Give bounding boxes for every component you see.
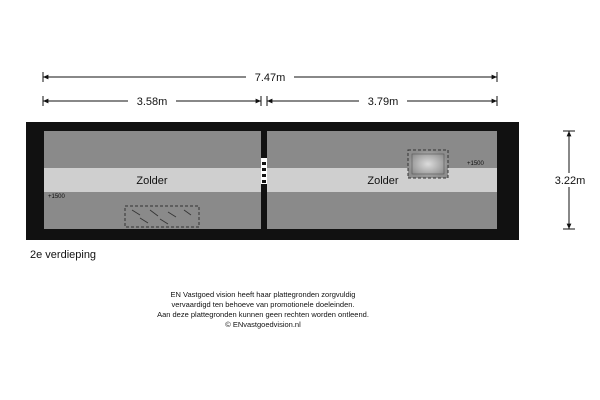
right-width-label: 3.79m xyxy=(367,96,399,108)
separating-wall xyxy=(261,131,267,229)
depth-label: 3.22m xyxy=(554,175,586,187)
depth-dimension xyxy=(546,131,594,229)
room-left-name: Zolder xyxy=(136,175,168,187)
skylight-icon xyxy=(408,150,448,178)
left-width-label: 3.58m xyxy=(136,96,168,108)
floor-label: 2e verdieping xyxy=(30,249,97,261)
disclaimer-line-3: Aan deze plattegronden kunnen geen rechten worden ontleend. xyxy=(157,310,369,319)
room-right-height-mark: +1500 xyxy=(467,161,484,167)
disclaimer xyxy=(0,290,526,330)
right-width-dimension xyxy=(267,94,497,108)
room-right-name: Zolder xyxy=(367,175,399,187)
disclaimer-line-4: © ENvastgoedvision.nl xyxy=(225,320,301,329)
total-width-dimension xyxy=(43,70,497,84)
room-left xyxy=(44,131,261,229)
disclaimer-line-1: EN Vastgoed vision heeft haar plattegronden zorgvuldig xyxy=(170,290,356,299)
room-right xyxy=(267,131,497,229)
total-width-label: 7.47m xyxy=(254,72,286,84)
disclaimer-line-2: vervaardigd ten behoeve van promotionele doeleinden. xyxy=(171,300,355,309)
left-width-dimension xyxy=(43,94,261,108)
room-left-height-mark: +1500 xyxy=(48,194,65,200)
